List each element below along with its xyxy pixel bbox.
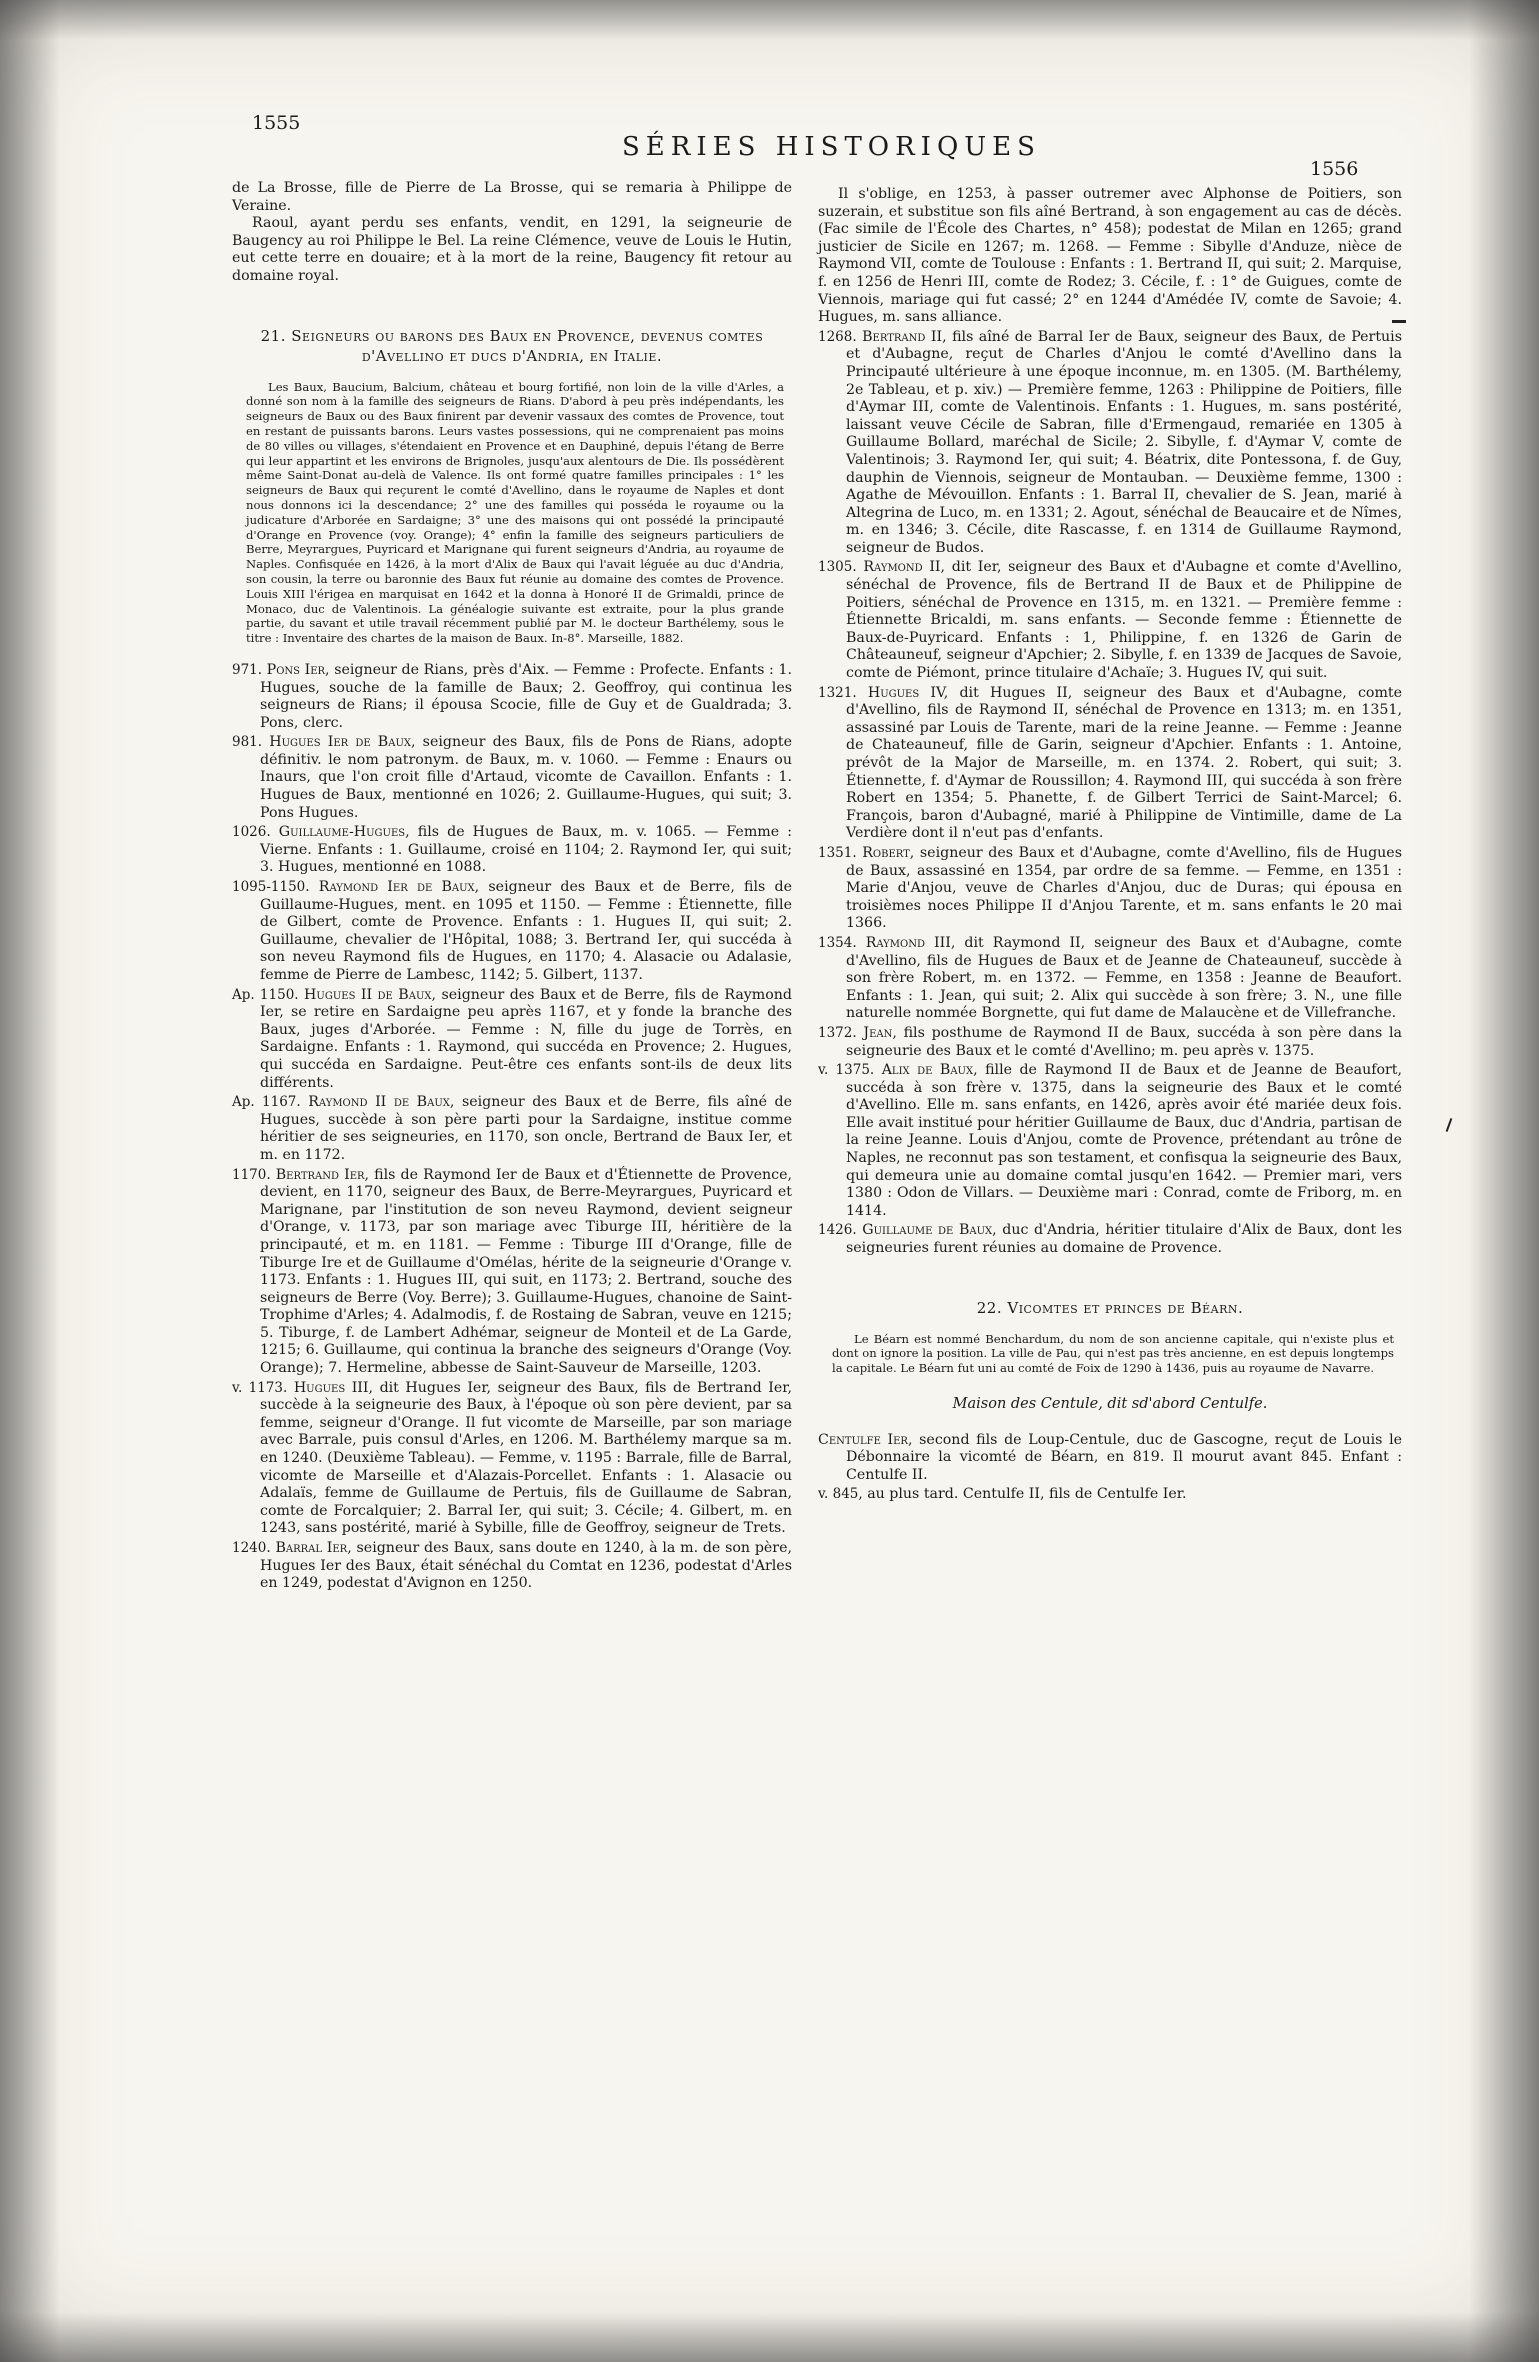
entry-name: Hugues Ier de Baux, [269, 734, 416, 751]
entry-name: Robert, [862, 844, 915, 861]
genealogy-entry [232, 987, 792, 1093]
genealogy-entry [818, 845, 1402, 933]
entry-text: fille de Raymond II de Baux et de Jeanne de Beaufort, succéda à son frère v. 1375, dans la seigneurie des Baux et le comté d'Avellino. Elle m. sans enfants, en 1426, après avoir été mariée deux fois. Elle avait institué pour héritier Guillaume de Baux, duc d'Andria, partisan de la reine Jeanne. Louis d'Anjou, comte de Provence, prétendant au trône de Naples, ne reconnut pas son testament, et confisqua la seigneurie des Baux, qui demeura unie au domaine comtal jusqu'en 1642. — Premier mari, vers 1380 : Odon de Villars. — Deuxième mari : Conrad, comte de Friborg, m. en 1414. [846, 1062, 1402, 1219]
entry-name: Bertrand Ier, [275, 1166, 370, 1183]
entry-name: Bertrand II, [862, 328, 947, 345]
entry-name: Jean, [863, 1024, 897, 1041]
entry-name: Centulfe Ier, [818, 1431, 913, 1448]
subsection-title: Maison des Centule, dit sd'abord Centulfe. [952, 1396, 1268, 1413]
genealogy-entry [818, 935, 1402, 1023]
page-number-right: 1556 [1310, 158, 1359, 180]
genealogy-entry [232, 662, 792, 732]
genealogy-entry [818, 559, 1402, 682]
entry-date: 1170. [232, 1166, 271, 1183]
entry-text: fils posthume de Raymond II de Baux, succéda à son père dans la seigneurie des Baux et le comté d'Avellino; m. peu après v. 1375. [846, 1024, 1402, 1059]
entry-text: seigneur des Baux et de Berre, fils de Raymond Ier, se retire en Sardaigne peu après 1167, et y fonde la branche des Baux, juges d'Arborée. — Femme : N, fille du juge de Torrès, en Sardaigne. Enfants : 1. Raymond, qui succéda en Provence; 2. Hugues, qui succéda en Sardaigne. Peut-être ces enfants sont-ils de deux lits différents. [260, 986, 793, 1091]
entry-name: Hugues II de Baux, [304, 986, 437, 1003]
entry-text: duc d'Andria, héritier titulaire d'Alix de Baux, dont les seigneuries furent réunies au domaine de Provence. [846, 1222, 1403, 1257]
entry-text: au plus tard. Centulfe II, fils de Centulfe Ier. [867, 1486, 1187, 1503]
genealogy-entry [232, 879, 792, 985]
genealogy-entry [232, 1540, 792, 1593]
entry-date: 1351. [818, 844, 857, 861]
entry-name: Raymond Ier de Baux, [318, 879, 480, 896]
entry-date: Ap. 1150. [232, 986, 299, 1003]
entry-date: v. 1375. [818, 1062, 875, 1079]
genealogy-entry [232, 1167, 792, 1378]
entry-text: dit Raymond II, seigneur des Baux et d'Aubagne, comte d'Avellino, fils de Hugues de Baux et de Jeanne de Chateauneuf, succède à son frère Robert, m. en 1372. — Femme, en 1358 : Jeanne de Beaufort. Enfants : 1. Jean, qui suit; 2. Alix qui succède à son frère; 3. N., une fille naturelle nommée Borgnette, qui fut dame de Malaucène et de Villefranche. [846, 934, 1402, 1022]
section-intro: Le Béarn est nommé Benchardum, du nom de son ancienne capitale, qui n'existe plus et dont on ignore la position. La ville de Pau, qui n'est pas très ancienne, en est depuis longtemps la capitale. Le Béarn fut uni au comté de Foix de 1290 à 1436, puis au royaume de Navarre. [832, 1331, 1394, 1376]
entry-text: seigneur des Baux et d'Aubagne, comte d'Avellino, fils de Hugues de Baux, assassiné en 1354, par ordre de sa femme. — Femme, en 1351 : Marie d'Anjou, veuve de Charles d'Anjou, duc de Duras; qui épousa en troisièmes noces Philippe II d'Anjou Tarente, et m. sans enfants le 20 mai 1366. [846, 844, 1402, 932]
entry-date: 1026. [232, 824, 271, 841]
entry-date: 1268. [818, 328, 857, 345]
continued-text: Il s'oblige, en 1253, à passer outremer avec Alphonse de Poitiers, son suzerain, et substitue son fils aîné Bertrand, à son engagement au cas de décès. (Fac simile de l'École des Chartes, n° 458); podestat de Milan en 1265; grand justicier de Sicile en 1267; m. 1268. — Femme : Sibylle d'Anduze, nièce de Raymond VII, comte de Toulouse : Enfants : 1. Bertrand II, qui suit; 2. Marquise, f. en 1256 de Henri III, comte de Rodez; 3. Cécile, f. : 1° de Guigues, comte de Viennois, mariage qui fut cassé; 2° en 1244 d'Amédée IV, comte de Savoie; 4. Hugues, m. sans alliance. [818, 186, 1402, 326]
running-head: SÉRIES HISTORIQUES [622, 132, 1041, 162]
genealogy-entry [818, 685, 1402, 843]
entry-text: dit Hugues II, seigneur des Baux et d'Aubagne, comte d'Avellino, fils de Raymond II, sénéchal de Provence en 1313; m. en 1351, assassiné par Louis de Tarente, mari de la reine Jeanne. — Femme : Jeanne de Chateauneuf, fille de Garin, seigneur d'Apchier. Enfants : 1. Antoine, prévôt de la Major de Marseille, m. en 1374. 2. Robert, qui suit; 3. Étiennette, f. d'Aymar de Roussillon; 4. Raymond III, qui succéda à son frère Robert en 1354; 5. Phanette, f. de Gilbert Terrici de Saint-Marcel; 6. François, baron d'Aubagné, marié à Philippine de Vintimille, dame de La Verdière dont il n'eut pas d'enfants. [846, 684, 1402, 842]
left-column [232, 180, 792, 1595]
entry-text: seigneur des Baux et de Berre, fils de Guillaume-Hugues, ment. en 1095 et 1150. — Femme : Étiennette, fille de Gilbert, comte de Provence. Enfants : 1. Hugues II, qui suit; 2. Guillaume, chevalier de l'Hôpital, 1088; 3. Bertrand Ier, qui succéda à son neveu Raymond fils de Hugues, en 1170; 4. Alasacie ou Adalasie, femme de Pierre de Lambesc, 1142; 5. Gilbert, 1137. [260, 879, 793, 983]
genealogy-entry [818, 1432, 1402, 1485]
entry-date: 1426. [818, 1222, 857, 1239]
entry-date: 1305. [818, 559, 857, 576]
entry-date: 1240. [232, 1540, 271, 1556]
entry-date: Ap. 1167. [232, 1094, 301, 1111]
genealogy-entry [818, 1486, 1402, 1504]
section-title-22: 22. Vicomtes et princes de Béarn. [976, 1298, 1244, 1317]
entry-text: fils de Raymond Ier de Baux et d'Étiennette de Provence, devient, en 1170, seigneur des Baux, de Berre-Meyrargues, Puyricard et Marignane, par l'institution de son neveu Raymond, devient seigneur d'Orange, v. 1173, par son mariage avec Tiburge III, héritière de la principauté, et m. en 1181. — Femme : Tiburge III d'Orange, fille de Tiburge Ire et de Guillaume d'Omélas, hérite de la seigneurie d'Orange v. 1173. Enfants : 1. Hugues III, qui suit, en 1173; 2. Bertrand, souche des seigneurs de Berre (Voy. Berre); 3. Guillaume-Hugues, chanoine de Saint-Trophime d'Arles; 4. Adalmodis, f. de Rostaing de Sabran, veuve en 1215; 5. Tiburge, f. de Lambert Adhémar, seigneur de Monteil et de La Garde, 1215; 6. Guillaume, qui continua la branche des seigneurs d'Orange (Voy. Orange); 7. Hermeline, abbesse de Saint-Sauveur de Marseille, 1203. [260, 1166, 792, 1377]
entry-text: seigneur des Baux, fils de Pons de Rians, adopte définitiv. le nom patronym. de Baux, m. v. 1060. — Femme : Enaurs ou Inaurs, que l'on croit fille d'Artaud, vicomte de Cavaillon. Enfants : 1. Hugues de Baux, mentionné en 1026; 2. Guillaume-Hugues, qui suit; 3. Pons Hugues. [260, 734, 792, 821]
section-intro: Les Baux, Baucium, Balcium, château et bourg fortifié, non loin de la ville d'Arles, a donné son nom à la famille des seigneurs de Rians. D'abord à peu près indépendants, les seigneurs de Baux ou des Baux finirent par devenir vassaux des comtes de Provence, tout en restant de puissants barons. Leurs vastes possessions, qui ne comprenaient pas moins de 80 villes ou villages, s'étendaient en Provence et en Dauphiné, depuis l'étang de Berre qui leur appartint et les environs de Brignoles, jusqu'aux alentours de Die. Ils possédèrent même Saint-Donat au-delà de Valence. Ils ont formé quatre familles principales : 1° les seigneurs de Baux qui reçurent le comté d'Avellino, dans le royaume de Naples et dont nous donnons ici la descendance; 2° une des familles qui posséda le royaume ou la judicature d'Arborée en Sardaigne; 3° une des maisons qui ont possédé la principauté d'Orange en Provence (voy. Orange); 4° enfin la famille des seigneurs particuliers de Berre, Meyrargues, Puyricard et Marignane qui furent seigneurs d'Andria, au royaume de Naples. Confisquée en 1426, à la mort d'Alix de Baux qui l'avait léguée au duc d'Andria, son cousin, la terre ou baronnie des Baux fut réunie au domaine des comtes de Provence. Louis XIII l'érigea en marquisat en 1642 et la donna à Honoré II de Grimaldi, prince de Monaco, duc de Valentinois. La généalogie suivante est extraite, pour la plus grande partie, du savant et utile travail récemment publié par M. le docteur Barthélemy, sous le titre : Inventaire des chartes de la maison de Baux. In-8°. Marseille, 1882. [246, 379, 784, 646]
entry-name: Raymond II, [863, 559, 946, 576]
entry-name: Barral Ier, [275, 1540, 352, 1556]
entry-name: Guillaume de Baux, [862, 1222, 997, 1239]
scan-shadow-bottom [0, 2312, 1539, 2362]
entry-text: second fils de Loup-Centule, duc de Gascogne, reçut de Louis le Débonnaire la vicomté de Béarn, en 819. Il mourut avant 845. Enfant : Centulfe II. [846, 1431, 1403, 1483]
entry-date: 1372. [818, 1024, 857, 1041]
entry-name: Pons Ier, [266, 661, 330, 678]
entry-date: 1095-1150. [232, 879, 310, 896]
paragraph: Raoul, ayant perdu ses enfants, vendit, en 1291, la seigneurie de Baugency au roi Philippe le Bel. La reine Clémence, veuve de Louis le Hutin, eut cette terre en douaire; et à la mort de la reine, Baugency fit retour au domaine royal. [232, 215, 792, 284]
entry-text: dit Hugues Ier, seigneur des Baux, fils de Bertrand Ier, succède à la seigneurie des Baux, à l'époque où son père devient, par sa femme, seigneur d'Orange. Il fut vicomte de Marseille, par son mariage avec Barrale, puis consul d'Arles, en 1206. M. Barthélemy marque sa m. en 1240. (Deuxième Tableau). — Femme, v. 1195 : Barrale, fille de Barral, vicomte de Marseille et d'Alazais-Porcellet. Enfants : 1. Alasacie ou Adalaïs, femme de Guillaume de Pertuis, fils de Guillaume de Sabran, comte de Forcalquier; 2. Barral Ier, qui suit; 3. Cécile; 4. Gilbert, m. en 1243, sans postérité, marié à Sybille, fille de Geoffroy, seigneur de Trets. [260, 1379, 793, 1537]
scan-shadow-top [0, 0, 1539, 40]
section-title-21: 21. Seigneurs ou barons des Baux en Provence, devenus comtes d'Avellino et ducs d'Andria, en Italie. [260, 326, 764, 365]
entry-date: v. 845, [818, 1486, 863, 1503]
margin-mark [1446, 1118, 1453, 1132]
genealogy-entry [818, 1062, 1402, 1220]
genealogy-entry [818, 1025, 1402, 1060]
entry-text: fils aîné de Barral Ier de Baux, seigneur des Baux, de Pertuis et d'Aubagne, reçut de Charles d'Anjou le comté d'Avellino dans la Principauté ultérieure à une époque inconnue, m. en 1305. (M. Barthélemy, 2e Tableau, et p. xiv.) — Première femme, 1263 : Philippine de Poitiers, fille d'Aymar III, comte de Valentinois. Enfants : 1. Hugues, m. sans postérité, laissant veuve Cécile de Sabran, fille d'Ermengaud, remariée en 1305 à Guillaume Bollard, maréchal de Sicile; 2. Sibylle, f. d'Aymar V, comte de Valentinois; 3. Raymond Ier, qui suit; 4. Béatrix, dite Pontessona, f. de Guy, dauphin de Viennois, seigneur de Montauban. — Deuxième femme, 1300 : Agathe de Mévouillon. Enfants : 1. Barral II, chevalier de S. Jean, marié à Altegrina de Luco, m. en 1331; 2. Agout, sénéchal de Beaucaire et de Nîmes, m. en 1346; 3. Cécile, dite Rascasse, f. en 1314 de Guillaume Raymond, seigneur de Budos. [846, 328, 1402, 556]
genealogy-entry [818, 1222, 1402, 1257]
entry-date: 1354. [818, 934, 857, 951]
entry-name: Guillaume-Hugues, [278, 824, 410, 841]
entry-name: Hugues III, [293, 1379, 374, 1396]
genealogy-entry [818, 329, 1402, 558]
genealogy-entry [232, 1094, 792, 1164]
entry-list [232, 662, 792, 1593]
genealogy-entry [232, 824, 792, 877]
scan-shadow-right [1469, 0, 1539, 2362]
right-column [818, 186, 1402, 1506]
entry-text: fils de Hugues de Baux, m. v. 1065. — Femme : Vierne. Enfants : 1. Guillaume, croisé en 1104; 2. Raymond Ier, qui suit; 3. Hugues, mentionné en 1088. [260, 824, 793, 876]
entry-name: Raymond III, [865, 934, 956, 951]
entry-list [818, 329, 1402, 1258]
entry-date: v. 1173. [232, 1379, 288, 1396]
page-number-left: 1555 [252, 112, 301, 134]
entry-date: 1321. [818, 684, 857, 701]
scan-shadow-left [0, 0, 60, 2362]
entry-list [818, 1432, 1402, 1504]
genealogy-entry [232, 734, 792, 822]
continued-text: de La Brosse, fille de Pierre de La Brosse, qui se remaria à Philippe de Veraine. [232, 180, 792, 214]
entry-text: seigneur de Rians, près d'Aix. — Femme : Profecte. Enfants : 1. Hugues, souche de la famille de Baux; 2. Geoffroy, qui continua les seigneurs de Rians; il épousa Scocie, fille de Guy et de Gualdrada; 3. Pons, clerc. [260, 661, 792, 731]
entry-name: Raymond II de Baux, [308, 1094, 455, 1111]
entry-text: seigneur des Baux et de Berre, fils aîné de Hugues, succède à son père parti pour la Sardaigne, institue comme héritier de ses seigneuries, en 1170, son oncle, Bertrand de Baux Ier, et m. en 1172. [260, 1094, 793, 1163]
entry-text: seigneur des Baux, sans doute en 1240, à la m. de son père, Hugues Ier des Baux, était sénéchal du Comtat en 1236, podestat d'Arles en 1249, podestat d'Avignon en 1250. [260, 1540, 792, 1592]
entry-text: dit Ier, seigneur des Baux et d'Aubagne et comte d'Avellino, sénéchal de Provence, fils de Bertrand II de Baux et de Philippine de Poitiers, sénéchal de Provence en 1315, m. en 1321. — Première femme : Étiennette Bricaldi, m. sans enfants. — Seconde femme : Étiennette de Baux-de-Puyricard. Enfants : 1, Philippine, f. en 1326 de Garin de Châteauneuf, seigneur d'Apchier; 2. Sibylle, f. en 1339 de Jacques de Savoie, comte de Piémont, prince titulaire d'Achaïe; 3. Hugues IV, qui suit. [846, 559, 1403, 682]
genealogy-entry [232, 1380, 792, 1538]
margin-mark [1392, 320, 1406, 323]
entry-name: Hugues IV, [867, 684, 949, 701]
entry-date: 981. [232, 734, 263, 751]
entry-name: Alix de Baux, [881, 1062, 978, 1079]
entry-date: 971. [232, 661, 263, 678]
